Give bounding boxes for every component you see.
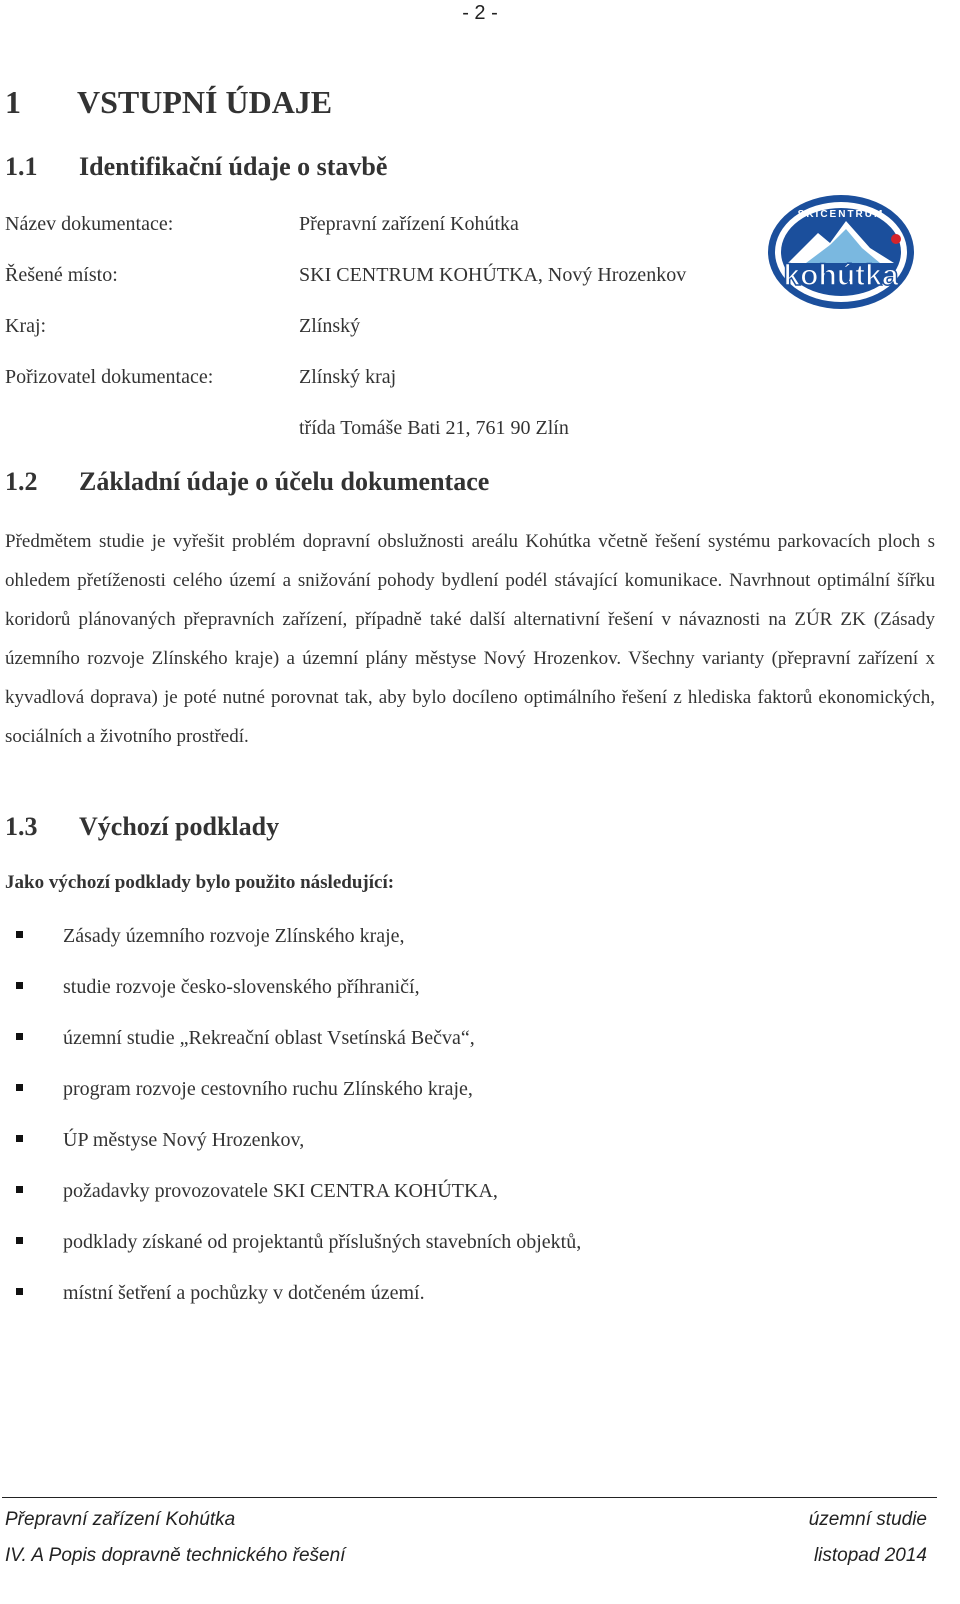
list-item [5, 1018, 581, 1069]
id-label: Kraj: [5, 315, 47, 337]
list-item-text: ÚP městyse Nový Hrozenkov, [63, 1129, 305, 1151]
section-1-2-heading [5, 467, 489, 497]
id-value: třída Tomáše Bati 21, 761 90 Zlín [299, 417, 569, 439]
sources-lead: Jako výchozí podklady bylo použito následující: [5, 872, 395, 893]
list-item [5, 916, 581, 967]
section-number: 1.1 [5, 152, 38, 181]
list-item-text: Zásady územního rozvoje Zlínského kraje, [63, 925, 405, 947]
id-value: Zlínský kraj [299, 366, 397, 388]
footer-date: listopad 2014 [813, 1545, 927, 1566]
id-value: Zlínský [299, 315, 361, 337]
id-value: Přepravní zařízení Kohútka [299, 213, 519, 235]
skicentrum-kohutka-logo [766, 193, 916, 311]
section-title: Základní údaje o účelu dokumentace [79, 467, 490, 496]
bullet-square-icon [16, 1135, 23, 1142]
id-label: Název dokumentace: [5, 213, 174, 235]
list-item [5, 1222, 581, 1273]
bullet-square-icon [16, 1186, 23, 1193]
bullet-square-icon [16, 1237, 23, 1244]
list-item-text: požadavky provozovatele SKI CENTRA KOHÚTKA, [63, 1180, 498, 1202]
section-number: 1.2 [5, 467, 38, 496]
footer-divider [2, 1497, 937, 1498]
list-item [5, 1120, 581, 1171]
section-title: VSTUPNÍ ÚDAJE [77, 84, 333, 120]
section-number: 1 [5, 84, 21, 120]
list-item [5, 1273, 581, 1324]
section-title: Výchozí podklady [79, 812, 280, 841]
list-item-text: studie rozvoje česko-slovenského příhraničí, [63, 976, 420, 998]
list-item-text: podklady získané od projektantů příslušných stavebních objektů, [63, 1231, 582, 1253]
list-item-text: územní studie „Rekreační oblast Vsetínská Bečva“, [63, 1027, 475, 1049]
sources-list [5, 916, 581, 1324]
bullet-square-icon [16, 1288, 23, 1295]
logo-main-text: kohútka [783, 259, 899, 292]
id-value: SKI CENTRUM KOHÚTKA, Nový Hrozenkov [299, 264, 687, 286]
bullet-square-icon [16, 1033, 23, 1040]
bullet-square-icon [16, 982, 23, 989]
list-item [5, 1171, 581, 1222]
footer-section-name: IV. A Popis dopravně technického řešení [5, 1545, 346, 1566]
purpose-paragraph: Předmětem studie je vyřešit problém dopravní obslužnosti areálu Kohútka včetně řešení systému parkovacích ploch s ohledem přetíženosti celého území a snižování pohody bydlení podél stávající komunikace. Navrhnout optimální šířku koridorů plánovaných přepravních zařízení, případně také další alternativní řešení v návaznosti na ZÚR ZK (Zásady územního rozvoje Zlínského kraje) a územní plány městyse Nový Hrozenkov. Všechny varianty (přepravní zařízení x kyvadlová doprava) je poté nutné porovnat tak, aby bylo docíleno optimálního řešení z hlediska faktorů ekonomických, sociálních a životního prostředí. [5, 531, 935, 747]
footer-doc-type: územní studie [808, 1509, 927, 1530]
bullet-square-icon [16, 1084, 23, 1091]
page-number: - 2 - [462, 2, 498, 24]
bullet-square-icon [16, 931, 23, 938]
section-1-heading [5, 84, 332, 121]
section-title: Identifikační údaje o stavbě [79, 152, 388, 181]
list-item-text: program rozvoje cestovního ruchu Zlínského kraje, [63, 1078, 473, 1100]
list-item [5, 1069, 581, 1120]
section-number: 1.3 [5, 812, 38, 841]
list-item [5, 967, 581, 1018]
list-item-text: místní šetření a pochůzky v dotčeném území. [63, 1282, 425, 1304]
id-label: Pořizovatel dokumentace: [5, 366, 214, 388]
section-1-3-heading [5, 812, 279, 842]
id-label: Řešené místo: [5, 264, 118, 286]
footer-project-name: Přepravní zařízení Kohútka [5, 1509, 236, 1530]
section-1-1-heading [5, 152, 387, 182]
logo-top-text: SKICENTRUM [797, 209, 885, 220]
